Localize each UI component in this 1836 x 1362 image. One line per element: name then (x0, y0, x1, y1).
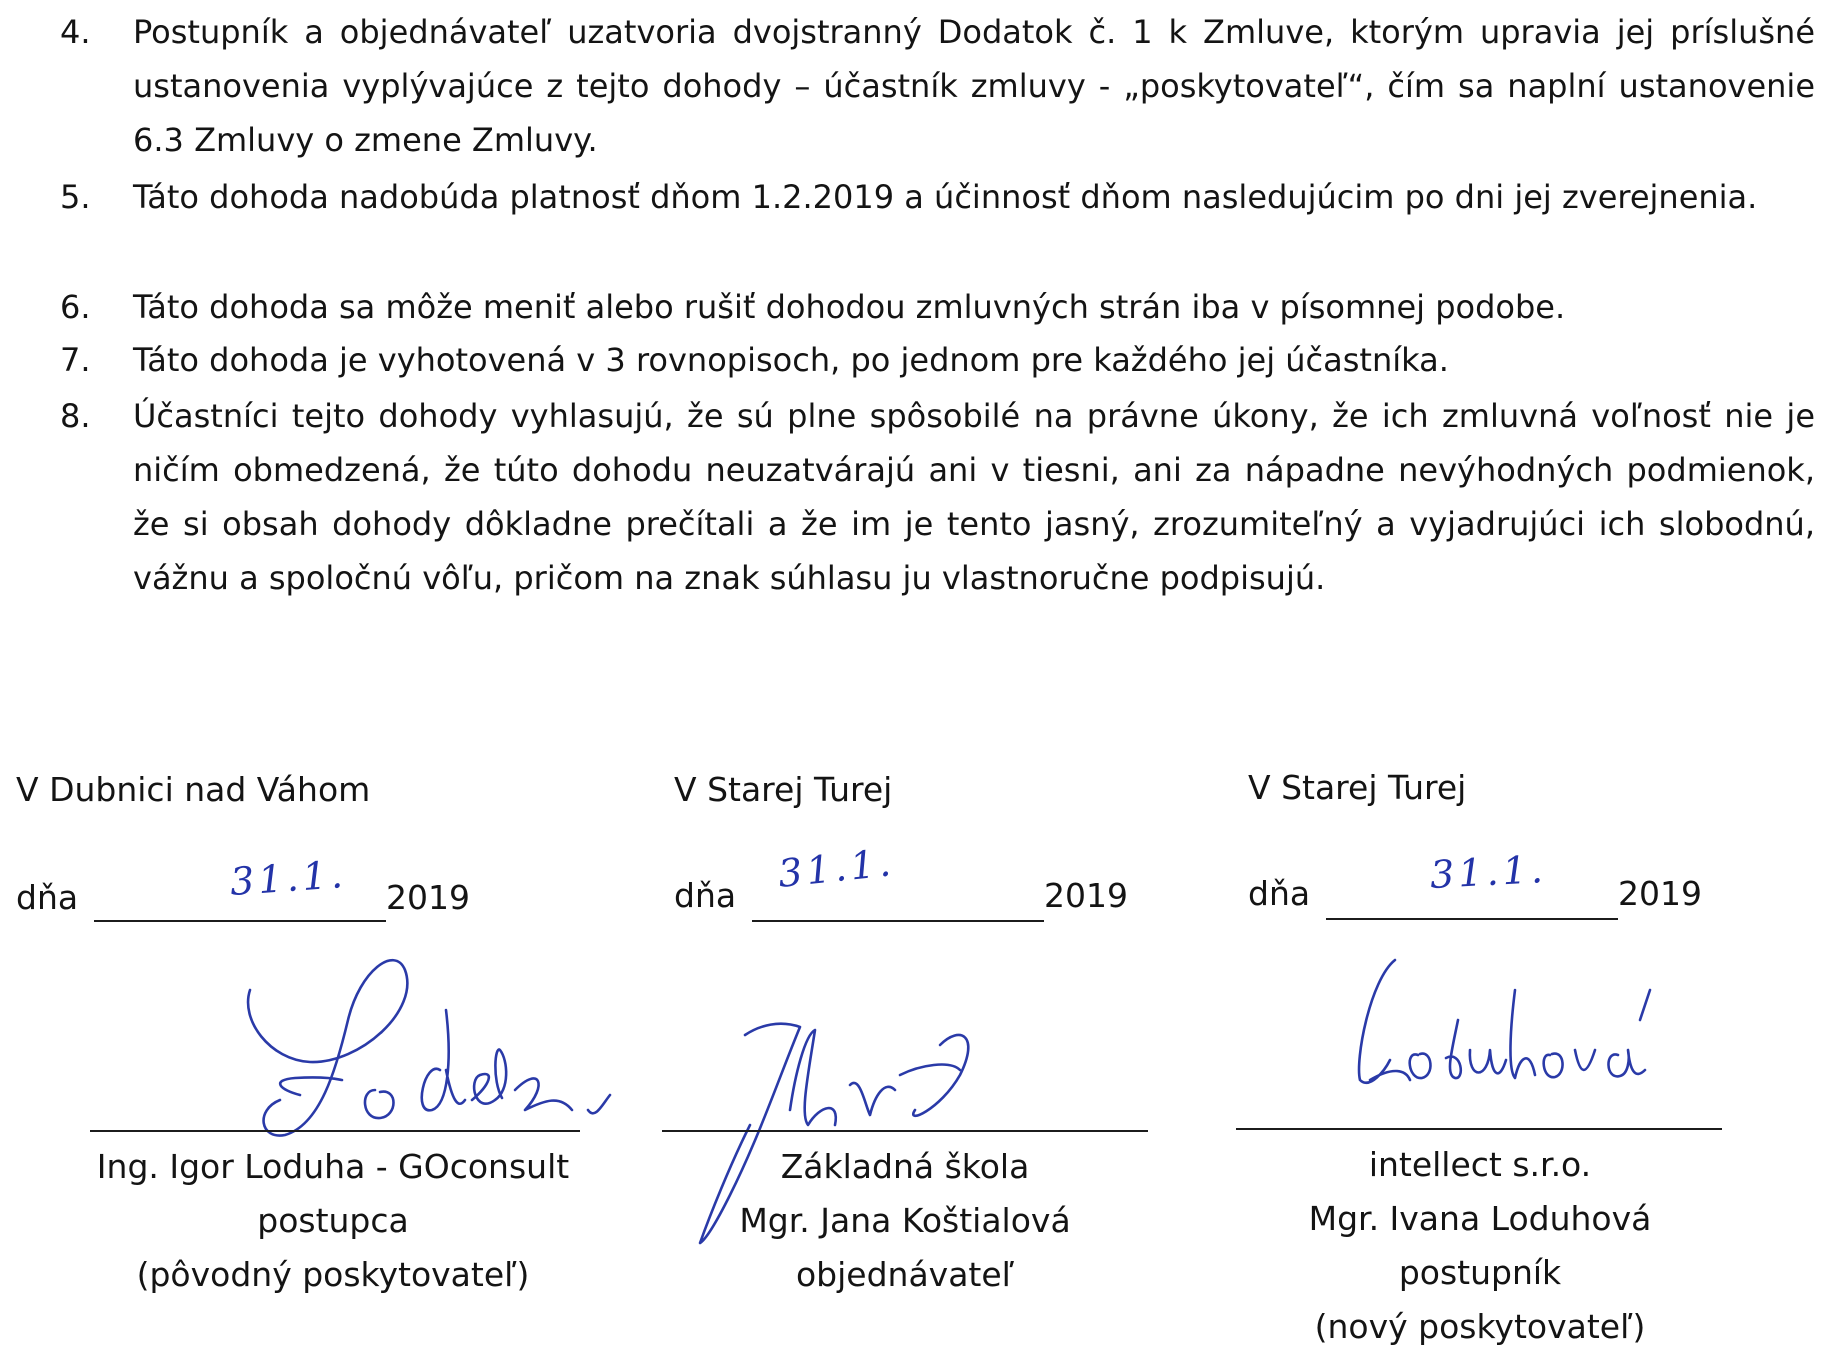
signature-1 (240, 950, 640, 1150)
date-label: dňa (16, 878, 79, 917)
caption-line: intellect s.r.o. (1368, 1145, 1592, 1184)
date-line (94, 920, 386, 922)
handwritten-date: 31.1. (1428, 846, 1548, 898)
signature-line-3 (1236, 1128, 1722, 1130)
clause-text: Táto dohoda sa môže meniť alebo rušiť dohodou zmluvných strán iba v písomnej podobe. (133, 288, 1566, 326)
caption-line: Mgr. Ivana Loduhová (1308, 1199, 1652, 1238)
signatory-1-place: V Dubnici nad Váhom (16, 770, 371, 809)
clause-number: 6. (60, 288, 91, 326)
date-label: dňa (674, 876, 737, 915)
clause-text: Táto dohoda je vyhotovená v 3 rovnopisoch, po jednom pre každého jej účastníka. (133, 341, 1449, 379)
signatory-3-caption (1195, 1138, 1765, 1354)
caption-line: (pôvodný poskytovateľ) (136, 1255, 530, 1294)
clause-text: Táto dohoda nadobúda platnosť dňom 1.2.2019 a účinnosť dňom nasledujúcim po dni jej zverejnenia. (133, 178, 1758, 216)
signature-line-2 (662, 1130, 1148, 1132)
date-year: 2019 (1044, 876, 1128, 915)
signatory-3-place: V Starej Turej (1248, 768, 1467, 807)
date-year: 2019 (1618, 874, 1702, 913)
date-line (752, 920, 1044, 922)
caption-line: objednávateľ (795, 1255, 1015, 1294)
signature-line-1 (90, 1130, 580, 1132)
signatory-2-place: V Starej Turej (674, 770, 893, 809)
caption-line: Ing. Igor Loduha - GOconsult (96, 1147, 570, 1186)
caption-line: Mgr. Jana Koštialová (739, 1201, 1071, 1240)
clause-number: 4. (60, 13, 91, 51)
signatory-2-caption (620, 1140, 1190, 1302)
date-line (1326, 918, 1618, 920)
clause-number: 7. (60, 341, 91, 379)
handwritten-date: 31.1. (776, 840, 897, 896)
caption-line: Základná škola (780, 1147, 1030, 1186)
clause-text: Účastníci tejto dohody vyhlasujú, že sú plne spôsobilé na právne úkony, že ich zmluvná voľnosť nie je ničím obmedzená, že túto dohodu neuzatvárajú ani v tiesni, ani za nápadne nevýhodných podmienok, že si obsah dohody dôkladne prečítali a že im je tento jasný, zrozumiteľný a vyjadrujúci ich slobodnú, vážnu a spoločnú vôľu, pričom na znak súhlasu ju vlastnoručne podpisujú. (133, 397, 1815, 597)
clause-number: 8. (60, 397, 91, 435)
signatory-1-caption (48, 1140, 618, 1302)
date-year: 2019 (386, 878, 470, 917)
caption-line: (nový poskytovateľ) (1314, 1307, 1646, 1346)
clause-text: Postupník a objednávateľ uzatvoria dvojstranný Dodatok č. 1 k Zmluve, ktorým upravia jej príslušné ustanovenia vyplývajúce z tejto dohody – účastník zmluvy - „poskytovateľ“, čím sa naplní ustanovenie 6.3 Zmluvy o zmene Zmluvy. (133, 13, 1815, 159)
clause-number: 5. (60, 178, 91, 216)
date-label: dňa (1248, 874, 1311, 913)
caption-line: postupca (257, 1201, 409, 1240)
handwritten-date: 31.1. (228, 851, 349, 905)
signature-3 (1350, 950, 1680, 1130)
caption-line: postupník (1398, 1253, 1562, 1292)
